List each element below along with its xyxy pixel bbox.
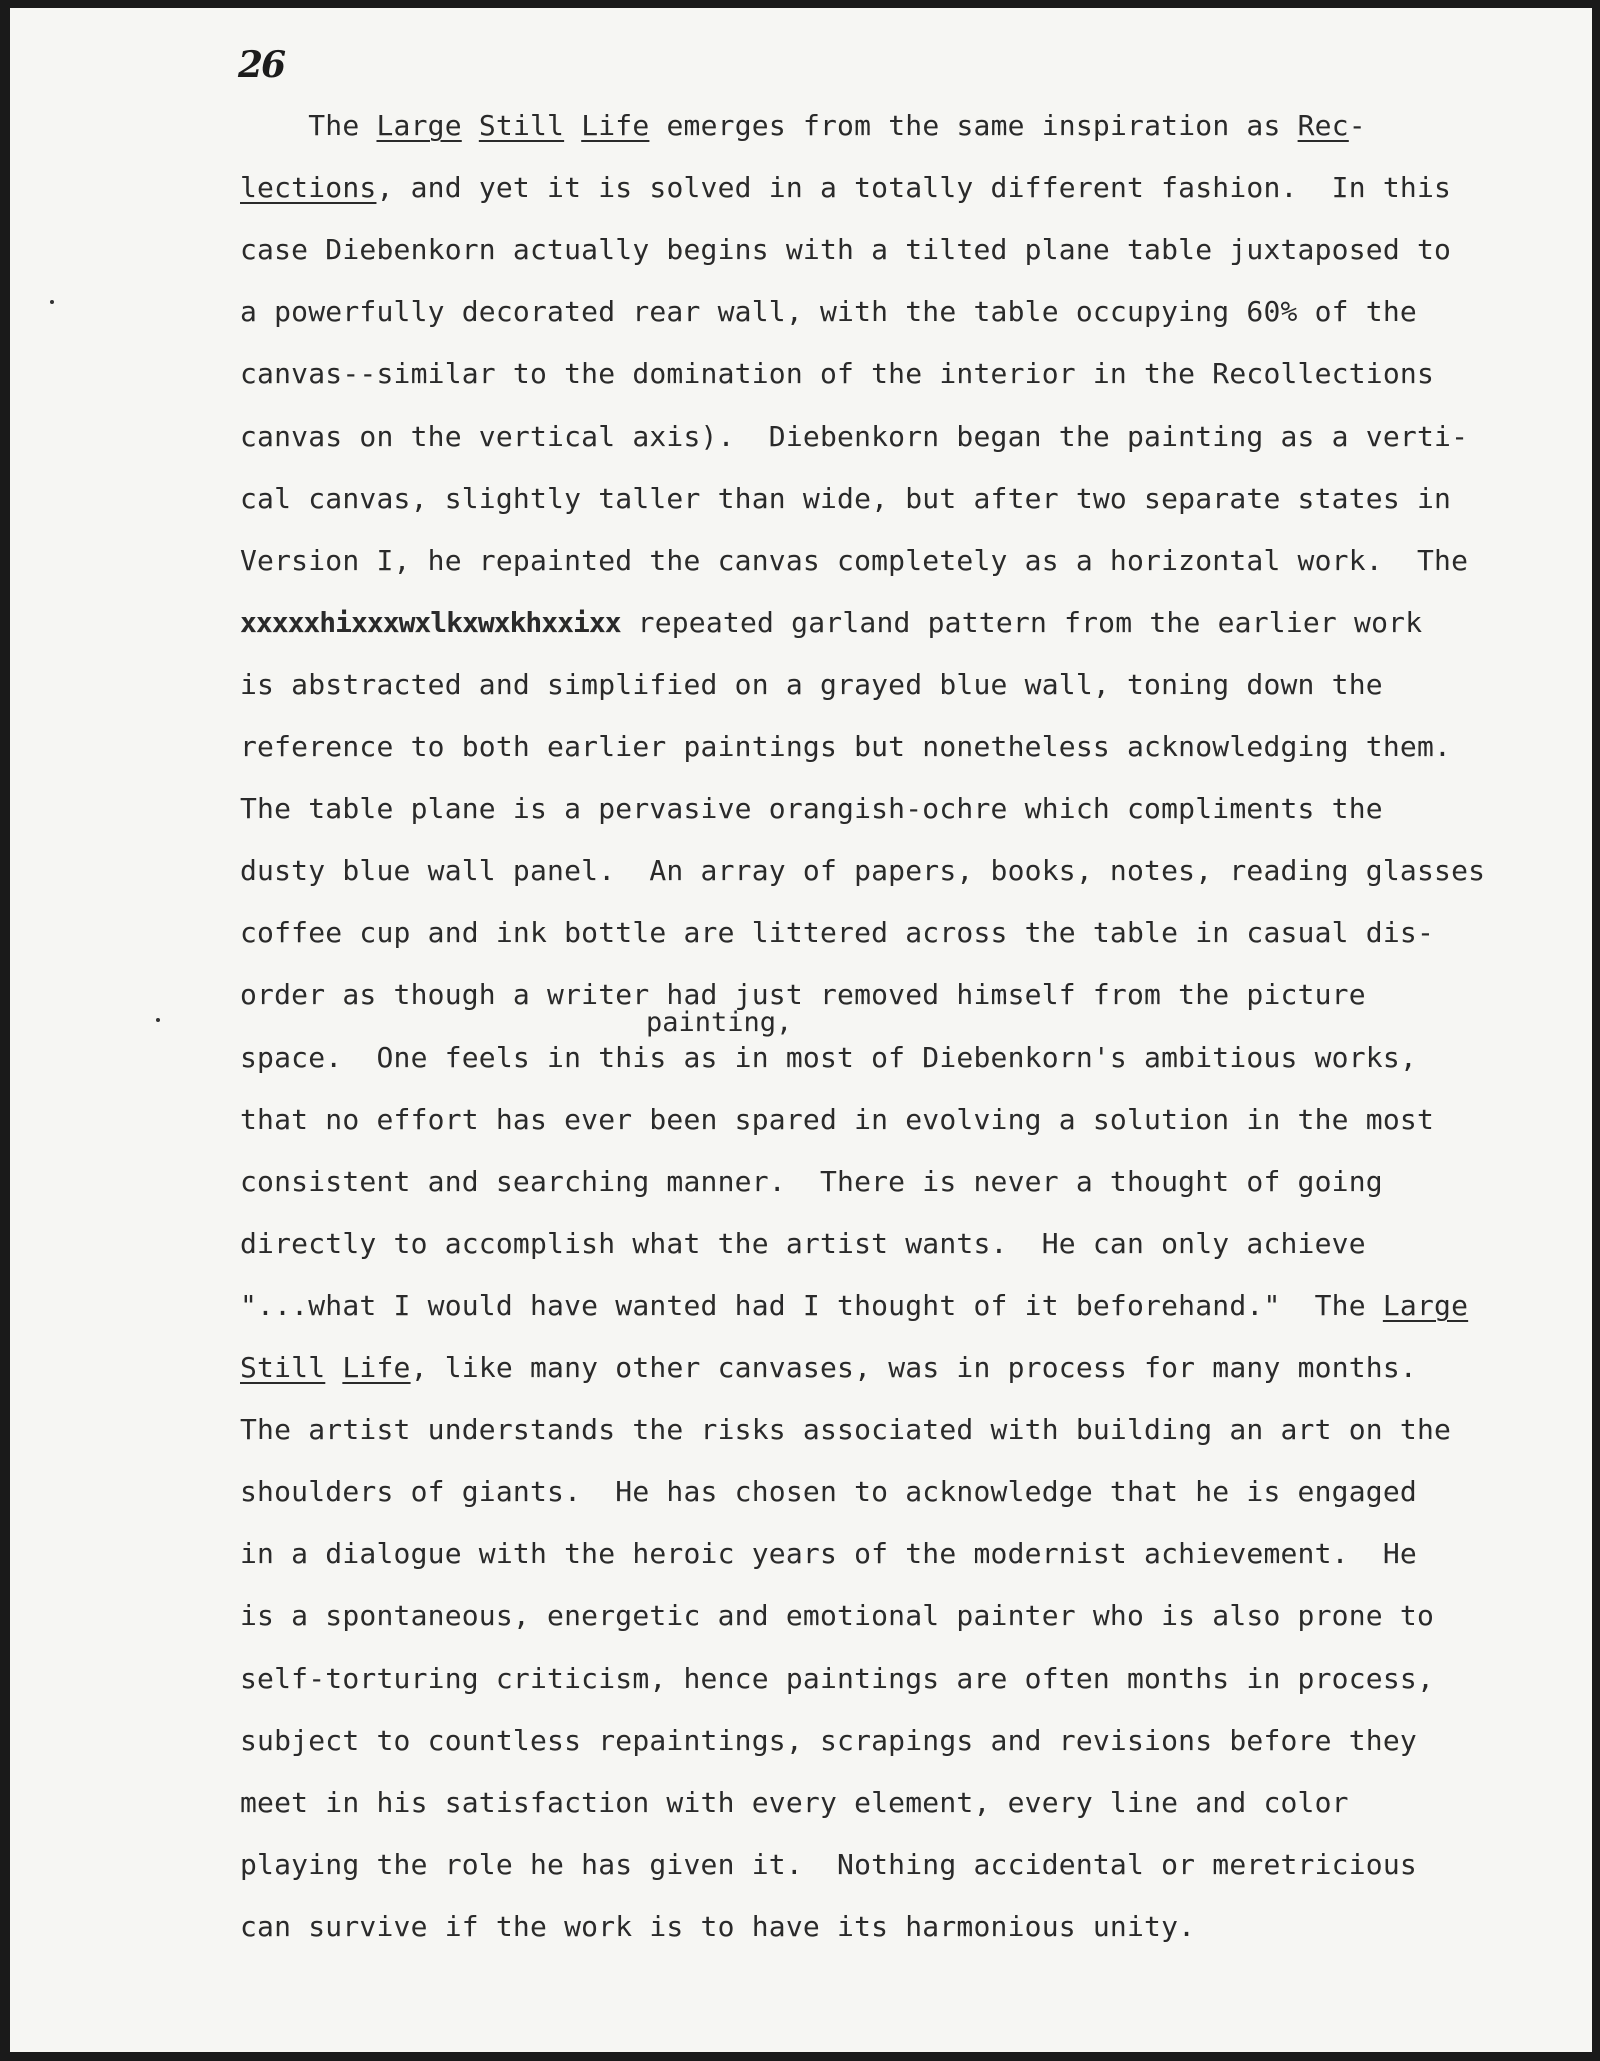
underlined-title: Large xyxy=(376,109,462,142)
text-line xyxy=(240,1534,1580,1574)
underlined-title: Life xyxy=(581,109,650,142)
text-run xyxy=(564,109,581,142)
underlined-title: lections xyxy=(240,171,377,204)
text-line xyxy=(240,1162,1580,1202)
text-line xyxy=(240,913,1580,953)
text-run: is a spontaneous, energetic and emotional painter who is also prone to xyxy=(240,1599,1435,1632)
text-line xyxy=(240,106,1580,146)
typed-page xyxy=(10,8,1592,2052)
text-line xyxy=(240,1348,1580,1388)
body-text xyxy=(10,8,1592,2052)
text-run: a powerfully decorated rear wall, with the table occupying 60% of the xyxy=(240,295,1417,328)
text-run: reference to both earlier paintings but nonetheless acknowledging them. xyxy=(240,730,1452,763)
text-line xyxy=(240,851,1580,891)
text-run: Version I, he repainted the canvas completely as a horizontal work. The xyxy=(240,544,1469,577)
text-run: - xyxy=(1348,109,1366,142)
text-run: emerges from the same inspiration as xyxy=(649,109,1298,142)
text-run: space. One feels in this as in most of Diebenkorn's ambitious works, xyxy=(240,1041,1417,1074)
text-run: can survive if the work is to have its harmonious unity. xyxy=(240,1910,1196,1943)
text-line xyxy=(240,603,1580,643)
page-number: 26 xyxy=(238,44,285,86)
text-run: coffee cup and ink bottle are littered across the table in casual dis- xyxy=(240,916,1435,949)
text-run: is abstracted and simplified on a grayed blue wall, toning down the xyxy=(240,668,1383,701)
text-run: subject to countless repaintings, scrapings and revisions before they xyxy=(240,1724,1417,1757)
text-run: The artist understands the risks associated with building an art on the xyxy=(240,1413,1452,1446)
text-line xyxy=(240,1410,1580,1450)
paper-speck xyxy=(50,300,54,304)
underlined-title: Still xyxy=(240,1351,326,1384)
text-run: The xyxy=(240,109,377,142)
text-line xyxy=(240,1286,1580,1326)
text-line xyxy=(240,230,1580,270)
text-line xyxy=(240,1907,1580,1947)
text-run: shoulders of giants. He has chosen to acknowledge that he is engaged xyxy=(240,1475,1417,1508)
interlinear-insertion: painting, xyxy=(646,1007,793,1038)
paper-speck xyxy=(156,1018,160,1022)
text-line xyxy=(240,1721,1580,1761)
underlined-title: Still xyxy=(478,109,565,142)
text-run: The table plane is a pervasive orangish-ochre which compliments the xyxy=(240,792,1383,825)
text-line xyxy=(240,789,1580,829)
text-line xyxy=(240,417,1580,457)
underlined-title: Life xyxy=(342,1351,411,1384)
text-line xyxy=(240,1659,1580,1699)
text-line xyxy=(240,1038,1580,1078)
text-run: repeated garland pattern from the earlier work xyxy=(620,606,1423,639)
text-run: playing the role he has given it. Nothing accidental or meretricious xyxy=(240,1848,1417,1881)
text-line xyxy=(240,727,1580,767)
text-line xyxy=(240,975,1580,1015)
text-run xyxy=(325,1351,342,1384)
underlined-title: Large xyxy=(1382,1289,1469,1322)
text-run: self-torturing criticism, hence paintings are often months in process, xyxy=(240,1662,1435,1695)
text-line xyxy=(240,1596,1580,1636)
text-run: meet in his satisfaction with every element, every line and color xyxy=(240,1786,1349,1819)
text-line xyxy=(240,1100,1580,1140)
text-run: , and yet it is solved in a totally different fashion. In this xyxy=(376,171,1452,204)
text-run: consistent and searching manner. There is never a thought of going xyxy=(240,1165,1383,1198)
text-run: "...what I would have wanted had I thought of it beforehand." The xyxy=(240,1289,1383,1322)
underlined-title: Rec xyxy=(1297,109,1349,142)
text-line xyxy=(240,1845,1580,1885)
text-line xyxy=(240,541,1580,581)
text-run: that no effort has ever been spared in evolving a solution in the most xyxy=(240,1103,1435,1136)
text-run: dusty blue wall panel. An array of papers, books, notes, reading glasses xyxy=(240,854,1486,887)
text-line xyxy=(240,479,1580,519)
text-run: case Diebenkorn actually begins with a tilted plane table juxtaposed to xyxy=(240,233,1452,266)
text-line xyxy=(240,354,1580,394)
text-line xyxy=(240,292,1580,332)
text-run: canvas--similar to the domination of the interior in the Recollections xyxy=(240,357,1435,390)
text-run xyxy=(462,109,479,142)
text-run: , like many other canvases, was in process for many months. xyxy=(410,1351,1417,1384)
text-line xyxy=(240,1783,1580,1823)
text-run: canvas on the vertical axis). Diebenkorn began the painting as a verti- xyxy=(240,420,1469,453)
text-line xyxy=(240,1472,1580,1512)
text-line xyxy=(240,168,1580,208)
text-run: in a dialogue with the heroic years of the modernist achievement. He xyxy=(240,1537,1417,1570)
text-line xyxy=(240,665,1580,705)
text-run: cal canvas, slightly taller than wide, but after two separate states in xyxy=(240,482,1452,515)
text-line xyxy=(240,1224,1580,1264)
text-run: directly to accomplish what the artist wants. He can only achieve xyxy=(240,1227,1366,1260)
struck-out-text: xxxxxhixxxwxlkxwxkhxxixx xyxy=(240,606,621,639)
text-run: order as though a writer had just removed himself from the picture xyxy=(240,978,1366,1011)
